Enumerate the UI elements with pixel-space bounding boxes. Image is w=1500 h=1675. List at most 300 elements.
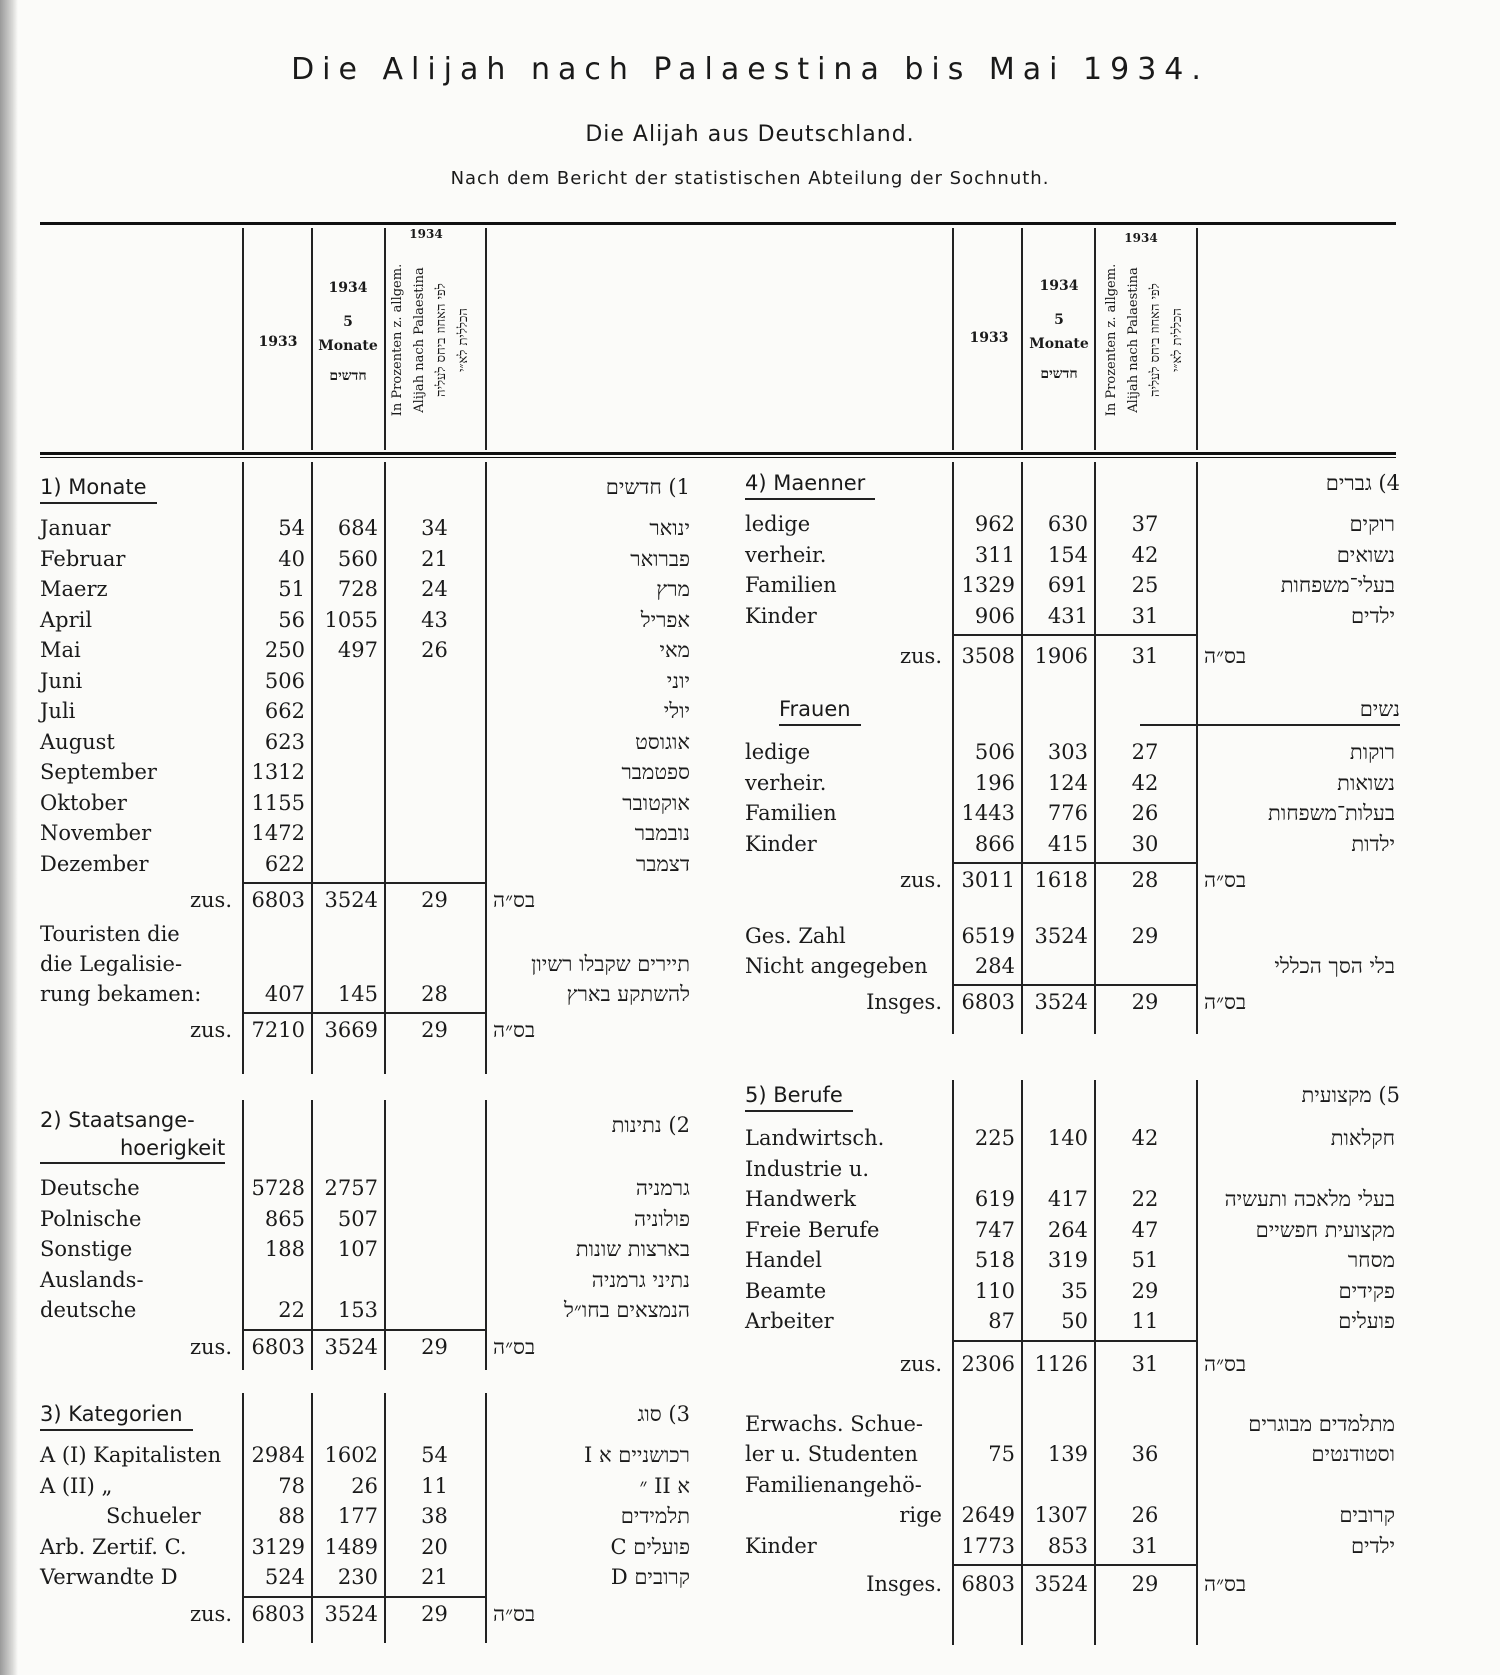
page-title: Die Alijah nach Palaestina bis Mai 1934. — [291, 52, 1209, 87]
section-title — [40, 1106, 225, 1164]
table-row — [745, 1153, 1395, 1185]
table-row — [40, 726, 690, 758]
header-five: 5 — [343, 314, 353, 330]
value-1934: 497 — [337, 638, 378, 662]
value-1933: 51 — [278, 577, 305, 601]
value-1933: 5728 — [251, 1176, 305, 1200]
table-row — [745, 1530, 1395, 1562]
scan-edge-shadow — [0, 0, 18, 1675]
row-label-he: בס״ה — [1204, 990, 1247, 1014]
value-1933: 110 — [974, 1278, 1015, 1303]
row-label: November — [40, 821, 152, 845]
table-row — [40, 1470, 690, 1502]
table-row — [40, 634, 690, 666]
value-1934: 3524 — [324, 1601, 378, 1626]
value-1933: 866 — [974, 831, 1015, 856]
value-percent: 29 — [1131, 1572, 1159, 1596]
section-title-he: 4) גברים — [1325, 471, 1400, 495]
value-percent: 21 — [421, 546, 448, 571]
row-label-he: קרובים — [1339, 1503, 1395, 1527]
value-1933: 87 — [988, 1309, 1015, 1333]
value-percent: 24 — [421, 577, 448, 601]
row-label-he: נובמבר — [634, 821, 690, 845]
table-row — [745, 736, 1395, 768]
row-label: Januar — [40, 516, 111, 540]
row-label: Juni — [40, 668, 83, 693]
row-label-he: אוקטובר — [622, 790, 690, 815]
section-title-line2: hoerigkeit — [40, 1134, 225, 1164]
table-row — [40, 543, 690, 575]
row-label-he: גרמניה — [635, 1176, 690, 1200]
row-label-he: בס״ה — [493, 1334, 536, 1359]
section-staatsangehoerigkeit — [40, 1100, 690, 1380]
table-row — [40, 1233, 690, 1265]
value-1933: 2306 — [961, 1351, 1015, 1376]
table-row — [745, 828, 1395, 860]
value-1934: 3524 — [1034, 924, 1088, 948]
value-percent: 31 — [1131, 603, 1159, 628]
row-label-he: בעלי מלאכה ותעשיה — [1224, 1187, 1395, 1211]
value-percent: 37 — [1131, 512, 1159, 536]
row-label: Maerz — [40, 577, 108, 601]
table-row — [40, 787, 690, 819]
value-1933: 3508 — [961, 644, 1015, 668]
row-label-he: פקידים — [1338, 1278, 1395, 1303]
right-col-line-4 — [1196, 228, 1198, 450]
table-row — [745, 1499, 1395, 1531]
value-1934: 1307 — [1034, 1503, 1088, 1527]
value-1934: 560 — [337, 546, 378, 571]
table-row — [40, 1203, 690, 1235]
value-percent: 29 — [421, 888, 448, 912]
value-1934: 107 — [337, 1237, 378, 1261]
right-header-1933: 1933 — [969, 330, 1009, 346]
table-row — [40, 695, 690, 727]
table-row — [745, 600, 1395, 632]
row-label: Sonstige — [40, 1237, 133, 1261]
header-monate: Monate — [318, 338, 378, 354]
row-label: September — [40, 760, 157, 784]
table-row — [40, 1439, 690, 1471]
row-label-he: מרץ — [656, 577, 690, 601]
row-label: Freie Berufe — [745, 1217, 880, 1242]
row-label: Schueler — [106, 1504, 201, 1528]
table-row — [745, 1275, 1395, 1307]
row-label: Arbeiter — [745, 1309, 834, 1333]
row-label-he: ילדים — [1350, 603, 1395, 628]
header-monate: Monate — [1029, 336, 1089, 352]
value-1934: 3524 — [324, 1334, 378, 1359]
table-row — [40, 948, 690, 980]
row-label: Landwirtsch. — [745, 1126, 885, 1150]
table-row — [40, 604, 690, 636]
row-label-he: בעלות־משפחות — [1268, 801, 1395, 825]
value-1934: 776 — [1047, 801, 1088, 825]
row-label-he: קרובים D — [610, 1565, 690, 1589]
value-1933: 1773 — [961, 1533, 1015, 1558]
value-1933: 518 — [974, 1248, 1015, 1272]
row-label-he: בס״ה — [1204, 1351, 1247, 1376]
row-label-he: ילדות — [1351, 831, 1395, 856]
row-label: verheir. — [745, 770, 827, 795]
value-1933: 619 — [974, 1187, 1015, 1211]
value-percent: 43 — [421, 607, 448, 632]
section-title: 3) Kategorien — [40, 1399, 193, 1431]
right-header-1934 — [1023, 274, 1095, 386]
grand-total-row — [745, 1568, 1395, 1600]
row-label-he: בעלי־משפחות — [1280, 573, 1395, 597]
row-label: Kinder — [745, 603, 817, 628]
right-header-pct-de2: Alijah nach Palaestina — [1126, 267, 1141, 413]
left-header-pct-he2: הכללית לא״י — [456, 308, 471, 372]
value-percent: 38 — [421, 1504, 448, 1528]
value-1934: 264 — [1047, 1217, 1088, 1242]
value-1933: 962 — [974, 512, 1015, 536]
row-label: Arb. Zertif. C. — [40, 1534, 187, 1559]
row-label: Insges. — [866, 1572, 942, 1596]
table-row — [40, 1561, 690, 1593]
left-header-pct-de2: Alijah nach Palaestina — [412, 267, 427, 413]
value-1934: 684 — [337, 516, 378, 540]
value-percent: 31 — [1131, 644, 1159, 668]
value-percent: 21 — [421, 1565, 448, 1589]
left-col-line-3 — [384, 228, 386, 450]
left-header-1933: 1933 — [258, 334, 298, 350]
header-year: 1934 — [1039, 278, 1079, 294]
value-1933: 6803 — [961, 990, 1015, 1014]
top-rule — [40, 222, 1396, 225]
row-label-he: תלמידים — [620, 1504, 690, 1528]
unspecified-row — [745, 950, 1395, 982]
value-1933: 2649 — [961, 1503, 1015, 1527]
value-1934: 177 — [337, 1504, 378, 1528]
value-1934: 3524 — [1034, 1572, 1088, 1596]
row-label-he: מאי — [659, 638, 690, 662]
value-1933: 1155 — [251, 790, 305, 815]
section-title: 1) Monate — [40, 472, 157, 504]
value-1934: 154 — [1047, 542, 1088, 567]
header-five: 5 — [1054, 312, 1064, 328]
table-row — [40, 1500, 690, 1532]
row-label-he: א II ״ — [639, 1473, 690, 1498]
row-label-he: הנמצאים בחו״ל — [564, 1298, 690, 1322]
value-1933: 1312 — [251, 760, 305, 784]
table-row — [40, 918, 690, 950]
section-title: 5) Berufe — [745, 1080, 853, 1112]
left-header-pct-de: In Prozenten z. allgem. — [390, 263, 405, 417]
left-col-line-4 — [485, 228, 487, 450]
section-monate — [40, 462, 690, 1082]
row-label-he: אפריל — [640, 607, 690, 632]
header-rule — [40, 452, 1396, 455]
left-col-line-2 — [311, 228, 313, 450]
value-1933: 196 — [974, 770, 1015, 795]
value-1934: 1055 — [324, 607, 378, 632]
row-label: Handwerk — [745, 1187, 856, 1211]
value-percent: 30 — [1131, 831, 1159, 856]
sum-row — [745, 640, 1395, 672]
value-1934: 1906 — [1034, 644, 1088, 668]
value-percent: 28 — [1131, 868, 1159, 892]
row-label: August — [40, 729, 115, 754]
row-label: Insges. — [866, 990, 942, 1014]
value-1933: 1329 — [961, 573, 1015, 597]
row-label: Polnische — [40, 1206, 142, 1231]
value-1933: 662 — [264, 699, 305, 723]
row-label: Ges. Zahl — [745, 924, 846, 948]
row-label-he: חקלאות — [1330, 1126, 1395, 1150]
section-title-line1: 2) Staatsange- — [40, 1108, 195, 1132]
value-1933: 6803 — [251, 888, 305, 912]
row-label-he: אוגוסט — [635, 729, 690, 754]
value-1934: 1489 — [324, 1534, 378, 1559]
row-label-he: בס״ה — [1204, 868, 1247, 892]
row-label: zus. — [899, 1351, 942, 1376]
section-title: 4) Maenner — [745, 468, 875, 500]
table-row — [745, 508, 1395, 540]
value-1934: 691 — [1047, 573, 1088, 597]
table-row — [745, 1305, 1395, 1337]
value-1934: 417 — [1047, 1187, 1088, 1211]
row-label: ledige — [745, 740, 811, 764]
value-1934: 145 — [337, 982, 378, 1006]
section-title-he: 2) נתינות — [611, 1113, 690, 1137]
row-label: Mai — [40, 638, 81, 662]
row-label-he: יוני — [666, 668, 690, 693]
table-row — [745, 1214, 1395, 1246]
value-1933: 3129 — [251, 1534, 305, 1559]
row-label: Familien — [745, 573, 837, 597]
source-note: Nach dem Bericht der statistischen Abteilung der Sochnuth. — [450, 168, 1050, 189]
table-row — [40, 817, 690, 849]
value-1933: 506 — [264, 668, 305, 693]
value-1933: 56 — [278, 607, 305, 632]
page-subtitle: Die Alijah aus Deutschland. — [585, 122, 915, 147]
value-1933: 622 — [264, 851, 305, 876]
value-1934: 1602 — [324, 1443, 378, 1467]
value-1933: 623 — [264, 729, 305, 754]
section-title-he: 3) סוג — [637, 1402, 690, 1426]
table-row — [40, 573, 690, 605]
row-label: zus. — [189, 1334, 232, 1359]
table-row — [745, 1469, 1395, 1501]
row-label-he: רכושניים א I — [583, 1443, 690, 1467]
sum-row — [745, 1348, 1395, 1380]
value-percent: 42 — [1131, 1126, 1159, 1150]
value-1933: 506 — [974, 740, 1015, 764]
value-percent: 28 — [421, 982, 448, 1006]
table-row — [745, 1408, 1395, 1440]
value-1934: 140 — [1047, 1126, 1088, 1150]
value-percent: 26 — [421, 638, 448, 662]
table-row — [745, 1244, 1395, 1276]
row-label: ledige — [745, 512, 811, 536]
table-row — [40, 665, 690, 697]
right-col-line-1 — [952, 228, 954, 450]
row-label-he: רוקות — [1349, 740, 1395, 764]
row-label: Dezember — [40, 851, 149, 876]
row-label: Kinder — [745, 831, 817, 856]
header-rule-2 — [40, 457, 1396, 458]
sum-row — [40, 1014, 690, 1046]
value-1933: 6803 — [251, 1334, 305, 1359]
row-label: Februar — [40, 546, 126, 571]
value-percent: 29 — [421, 1601, 448, 1626]
row-label-he: פולוניה — [634, 1206, 690, 1231]
value-1934: 1126 — [1034, 1351, 1088, 1376]
value-1933: 88 — [278, 1504, 305, 1528]
value-1933: 78 — [278, 1473, 305, 1498]
value-1933: 6803 — [961, 1572, 1015, 1596]
value-1934: 50 — [1061, 1309, 1088, 1333]
row-label: zus. — [189, 888, 232, 912]
value-1933: 22 — [278, 1298, 305, 1322]
value-1934: 853 — [1047, 1533, 1088, 1558]
row-label-he: ילדים — [1350, 1533, 1395, 1558]
value-1934: 3669 — [324, 1018, 378, 1042]
value-1933: 6803 — [251, 1601, 305, 1626]
right-header-pct-de: In Prozenten z. allgem. — [1104, 263, 1119, 417]
value-1934: 630 — [1047, 512, 1088, 536]
value-1933: 188 — [264, 1237, 305, 1261]
value-1934: 303 — [1047, 740, 1088, 764]
section-kategorien — [40, 1393, 690, 1653]
left-header-pct-year: 1934 — [409, 227, 443, 241]
value-percent: 11 — [1131, 1309, 1159, 1333]
table-row — [40, 978, 690, 1010]
table-row — [40, 848, 690, 880]
row-label: verheir. — [745, 542, 827, 567]
row-label-he: דצמבר — [636, 851, 690, 876]
value-percent: 36 — [1131, 1442, 1159, 1466]
sum-rule — [952, 1564, 1196, 1566]
value-1933: 1472 — [251, 821, 305, 845]
value-1933: 284 — [974, 954, 1015, 978]
value-1933: 6519 — [961, 924, 1015, 948]
value-percent: 29 — [421, 1334, 448, 1359]
value-1933: 906 — [974, 603, 1015, 628]
value-percent: 27 — [1131, 740, 1159, 764]
header-monate-he: חדשים — [329, 368, 367, 384]
value-percent: 42 — [1131, 542, 1159, 567]
table-row — [40, 1172, 690, 1204]
row-label-he: נתיני גרמניה — [591, 1267, 690, 1292]
left-header-pct-he: לפי האחוז ביחס לעליה — [434, 283, 449, 397]
row-label: zus. — [189, 1601, 232, 1626]
row-label: zus. — [899, 868, 942, 892]
value-percent: 47 — [1131, 1217, 1159, 1242]
row-label: Familienangehö- — [745, 1472, 922, 1497]
row-label-he: רוקים — [1349, 512, 1395, 536]
row-label: Kinder — [745, 1533, 817, 1558]
row-label: A (II) „ — [40, 1473, 113, 1498]
value-percent: 25 — [1131, 573, 1159, 597]
value-1933: 40 — [278, 546, 305, 571]
table-row — [745, 539, 1395, 571]
row-label-he: נשואות — [1337, 770, 1395, 795]
row-label-he: יולי — [663, 699, 690, 723]
value-percent: 51 — [1131, 1248, 1159, 1272]
row-label-he: ינואר — [649, 516, 690, 540]
value-1934: 507 — [337, 1206, 378, 1231]
right-col-line-3 — [1094, 228, 1096, 450]
value-1934: 139 — [1047, 1442, 1088, 1466]
row-label-he: נשואים — [1336, 542, 1395, 567]
row-label: Industrie u. — [745, 1156, 870, 1181]
value-1933: 747 — [974, 1217, 1015, 1242]
grand-total-row — [745, 986, 1395, 1018]
row-label-he: מתלמדים מבוגרים — [1248, 1411, 1395, 1436]
value-1933: 7210 — [251, 1018, 305, 1042]
sum-row — [40, 1598, 690, 1630]
sum-rule — [952, 1340, 1196, 1342]
row-label: Familien — [745, 801, 837, 825]
table-row — [40, 756, 690, 788]
value-1933: 3011 — [961, 868, 1015, 892]
row-label-he: בס״ה — [493, 1018, 536, 1042]
value-1934: 26 — [351, 1473, 378, 1498]
value-percent: 26 — [1131, 1503, 1159, 1527]
value-1934: 3524 — [324, 888, 378, 912]
section-maenner-frauen — [745, 462, 1400, 1042]
row-label: Oktober — [40, 790, 127, 815]
value-percent: 54 — [421, 1443, 448, 1467]
table-row — [40, 1531, 690, 1563]
right-header-pct-he2: הכללית לא״י — [1170, 308, 1185, 372]
row-label-he: ספטמבר — [621, 760, 690, 784]
value-1933: 865 — [264, 1206, 305, 1231]
value-1934: 153 — [337, 1298, 378, 1322]
row-label: ler u. Studenten — [745, 1442, 918, 1466]
value-1933: 2984 — [251, 1443, 305, 1467]
sum-row — [40, 884, 690, 916]
row-label: deutsche — [40, 1298, 137, 1322]
row-label: Beamte — [745, 1278, 827, 1303]
table-row — [40, 1294, 690, 1326]
value-1934: 415 — [1047, 831, 1088, 856]
row-label: zus. — [189, 1018, 232, 1042]
header-year: 1934 — [328, 280, 368, 296]
row-label-he: בס״ה — [1204, 1572, 1247, 1596]
value-1934: 728 — [337, 577, 378, 601]
row-label-he: בלי הסך הכללי — [1274, 954, 1395, 978]
value-percent: 42 — [1131, 770, 1159, 795]
right-col-line-2 — [1021, 228, 1023, 450]
sum-rule — [952, 634, 1196, 636]
row-label-he: בארצות שונות — [575, 1237, 690, 1261]
row-label: April — [40, 607, 93, 632]
table-row — [745, 569, 1395, 601]
section-berufe — [745, 1080, 1400, 1653]
row-label-he: פועלים C — [610, 1534, 690, 1559]
section-title-he: 5) מקצועית — [1301, 1083, 1400, 1107]
row-label: Erwachs. Schue- — [745, 1411, 923, 1436]
table-row — [745, 1438, 1395, 1470]
right-header-pct-year: 1934 — [1124, 231, 1158, 245]
value-percent: 20 — [421, 1534, 448, 1559]
value-1934: 1618 — [1034, 868, 1088, 892]
row-label: Touristen die — [40, 922, 180, 946]
row-label: Auslands- — [40, 1267, 144, 1292]
value-1933: 250 — [264, 638, 305, 662]
sum-row — [40, 1331, 690, 1363]
row-label: Verwandte D — [40, 1565, 178, 1589]
value-percent: 29 — [1131, 924, 1159, 948]
frauen-title-he: נשים — [1140, 694, 1400, 726]
row-label-he: תיירים שקבלו רשיון — [531, 952, 690, 976]
value-percent: 29 — [1131, 990, 1159, 1014]
value-1934: 35 — [1061, 1278, 1088, 1303]
